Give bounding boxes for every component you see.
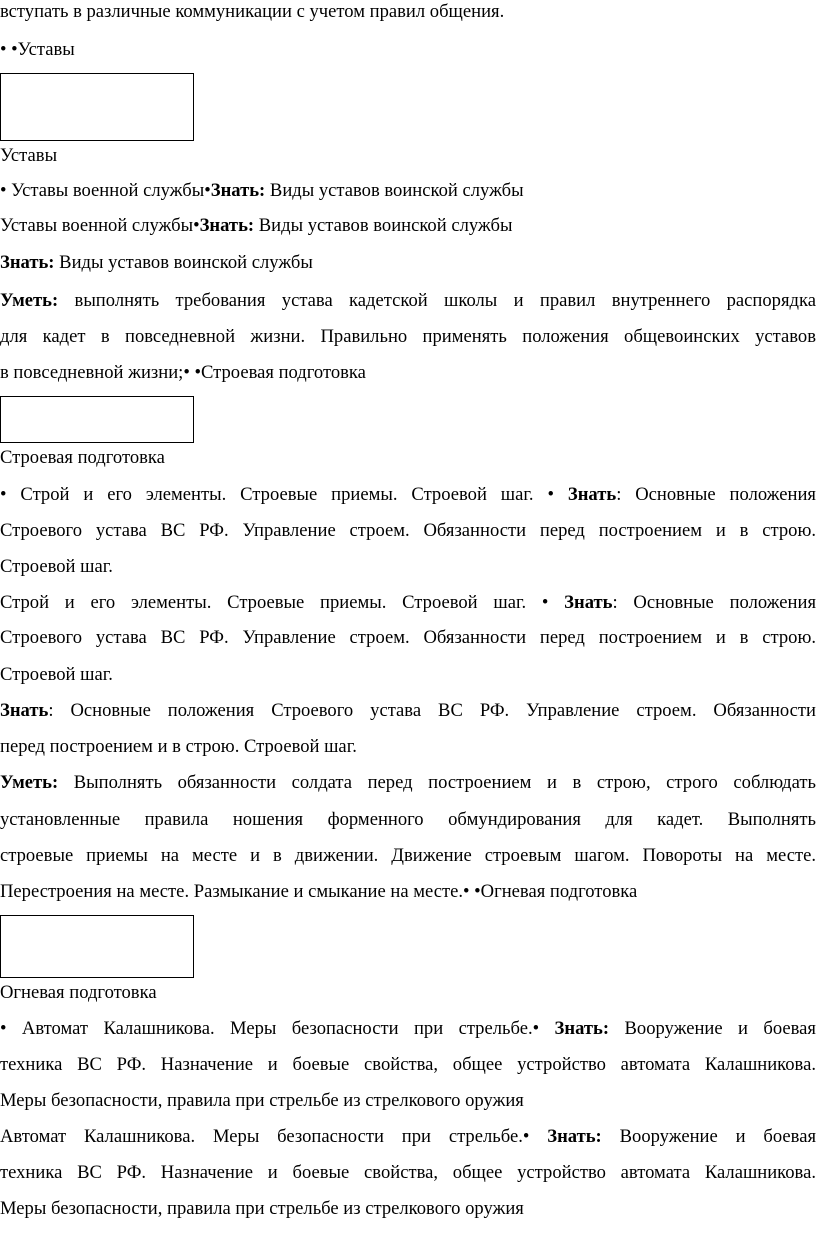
line-text: Уставы xyxy=(0,145,58,166)
text-line xyxy=(0,729,816,765)
line-text: Строевого устава ВС РФ. Управление строем. Обязанности перед построением и в строю. xyxy=(0,520,816,541)
line-text: • •Уставы xyxy=(0,39,75,60)
text-line xyxy=(0,1083,816,1119)
bold-label: Знать xyxy=(564,592,613,613)
text-line xyxy=(0,1011,816,1047)
line-text: Виды уставов воинской службы xyxy=(254,215,513,236)
line-text: • Автомат Калашникова. Меры безопасности при стрельбе.• xyxy=(0,1018,540,1039)
section-heading xyxy=(0,32,816,68)
text-line xyxy=(0,1047,816,1083)
text-line xyxy=(0,765,816,801)
bold-label: Знать: xyxy=(554,1018,610,1039)
section-title xyxy=(0,138,816,174)
line-text: : Основные положения Строевого устава ВС РФ. Управление строем. Обязанности xyxy=(48,700,816,721)
line-text: Автомат Калашникова. Меры безопасности при стрельбе.• xyxy=(0,1126,530,1147)
text-line xyxy=(0,245,816,281)
bold-label: Знать xyxy=(567,484,617,505)
text-line xyxy=(0,657,816,693)
text-line xyxy=(0,693,816,729)
line-text: строевые приемы на месте и в движении. Движение строевым шагом. Повороты на месте. xyxy=(0,845,816,866)
line-text: • Строй и его элементы. Строевые приемы. Строевой шаг. • xyxy=(0,484,554,505)
bold-label: Уметь: xyxy=(0,290,59,311)
line-text: Строевого устава ВС РФ. Управление строем. Обязанности перед построением и в строю. xyxy=(0,627,816,648)
line-text: выполнять требования устава кадетской школы и правил внутреннего распорядка xyxy=(58,290,816,311)
text-line xyxy=(0,1155,816,1191)
line-text: Вооружение и боевая xyxy=(601,1126,816,1147)
line-text: Меры безопасности, правила при стрельбе из стрелкового оружия xyxy=(0,1198,524,1219)
image-placeholder xyxy=(0,915,194,978)
line-text: : Основные положения xyxy=(616,484,816,505)
text-line xyxy=(0,620,816,656)
text-line xyxy=(0,513,816,549)
line-text: вступать в различные коммуникации с учетом правил общения. xyxy=(0,1,505,22)
text-line xyxy=(0,1191,816,1227)
line-text: Выполнять обязанности солдата перед построением и в строю, строго соблюдать xyxy=(58,772,816,793)
line-text: Строевой шаг. xyxy=(0,556,113,577)
text-line xyxy=(0,208,816,244)
line-text: Перестроения на месте. Размыкание и смыкание на месте.• •Огневая подготовка xyxy=(0,881,638,902)
bold-label: Знать: xyxy=(547,1126,602,1147)
line-text: : Основные положения xyxy=(612,592,816,613)
bold-label: Уметь: xyxy=(0,772,59,793)
line-text: Вооружение и боевая xyxy=(609,1018,816,1039)
line-text: в повседневной жизни;• •Строевая подготовка xyxy=(0,362,366,383)
line-text: Строевой шаг. xyxy=(0,664,113,685)
line-text: Виды уставов воинской службы xyxy=(54,252,313,273)
image-placeholder xyxy=(0,396,194,443)
text-line xyxy=(0,585,816,621)
line-text: техника ВС РФ. Назначение и боевые свойства, общее устройство автомата Калашникова. xyxy=(0,1162,816,1183)
text-line xyxy=(0,838,816,874)
line-text: для кадет в повседневной жизни. Правильно применять положения общевоинских уставов xyxy=(0,326,816,347)
line-text: техника ВС РФ. Назначение и боевые свойства, общее устройство автомата Калашникова. xyxy=(0,1054,816,1075)
line-text: Меры безопасности, правила при стрельбе из стрелкового оружия xyxy=(0,1090,524,1111)
section-title xyxy=(0,975,816,1011)
text-line xyxy=(0,283,816,319)
text-line xyxy=(0,0,816,30)
line-text: Огневая подготовка xyxy=(0,982,157,1003)
bold-label: Знать: xyxy=(0,252,55,273)
line-text: Строй и его элементы. Строевые приемы. Строевой шаг. • xyxy=(0,592,549,613)
text-line xyxy=(0,319,816,355)
line-text: Уставы военной службы• xyxy=(0,215,200,236)
line-text: установленные правила ношения форменного обмундирования для кадет. Выполнять xyxy=(0,809,816,830)
text-line xyxy=(0,874,816,910)
text-line xyxy=(0,549,816,585)
image-placeholder xyxy=(0,73,194,141)
line-text: Строевая подготовка xyxy=(0,447,165,468)
bold-label: Знать xyxy=(0,700,49,721)
text-line xyxy=(0,477,816,513)
line-text: • Уставы военной службы• xyxy=(0,180,211,201)
bold-label: Знать: xyxy=(199,215,255,236)
section-title xyxy=(0,440,816,476)
text-line xyxy=(0,802,816,838)
text-line xyxy=(0,1119,816,1155)
text-line xyxy=(0,355,816,391)
line-text: Виды уставов воинской службы xyxy=(265,180,524,201)
line-text: перед построением и в строю. Строевой шаг. xyxy=(0,736,357,757)
text-line xyxy=(0,173,816,209)
bold-label: Знать: xyxy=(210,180,266,201)
